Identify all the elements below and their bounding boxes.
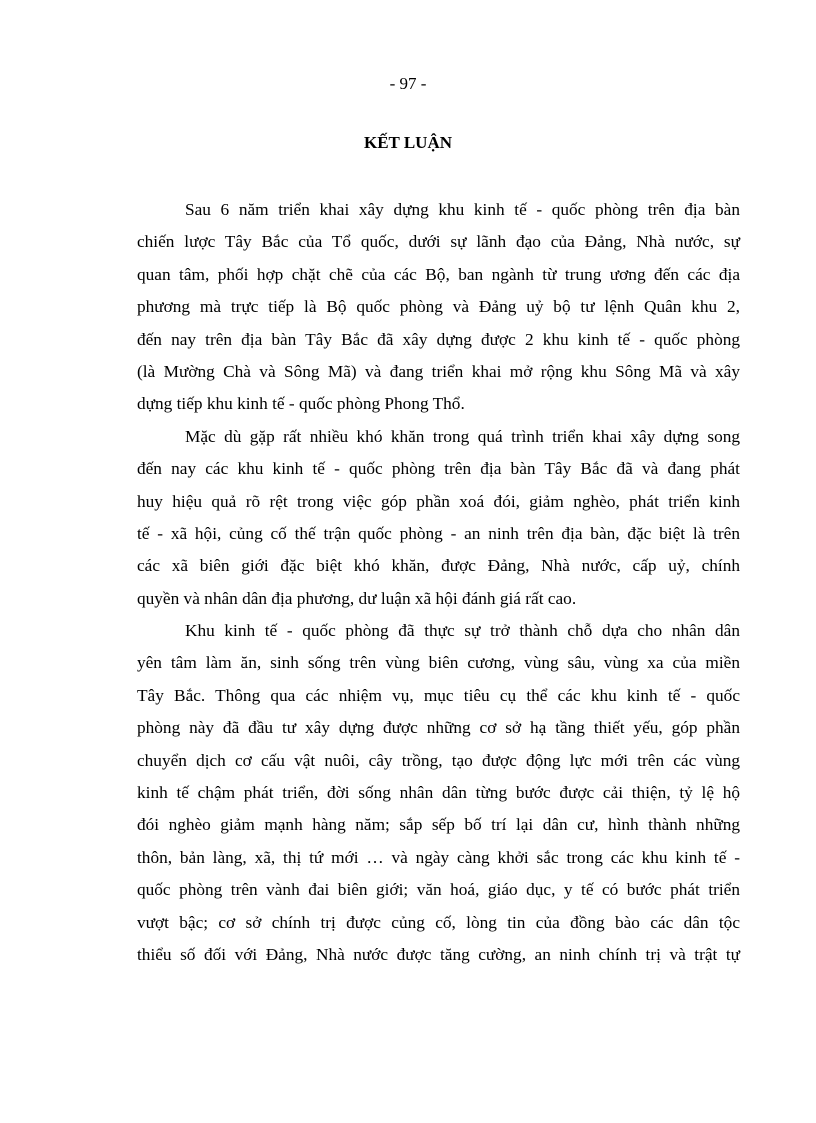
document-body bbox=[137, 194, 740, 971]
paragraph-2 bbox=[137, 421, 740, 615]
page-number: - 97 - bbox=[389, 74, 427, 93]
text-line: yên tâm làm ăn, sinh sống trên vùng biên cương, vùng sâu, vùng xa của miền bbox=[137, 653, 740, 673]
text-line: các xã biên giới đặc biệt khó khăn, được Đảng, Nhà nước, cấp uỷ, chính bbox=[137, 556, 740, 576]
paragraph-1 bbox=[137, 194, 740, 421]
text-line: tế - xã hội, củng cố thế trận quốc phòng - an ninh trên địa bàn, đặc biệt là trên bbox=[137, 523, 740, 543]
text-line: (là Mường Chà và Sông Mã) và đang triển khai mở rộng khu Sông Mã và xây bbox=[137, 361, 740, 381]
text-line: đến nay các khu kinh tế - quốc phòng trên địa bàn Tây Bắc đã và đang phát bbox=[137, 459, 740, 479]
text-line: phòng này đã đầu tư xây dựng được những cơ sở hạ tầng thiết yếu, góp phần bbox=[137, 718, 740, 738]
text-line: quan tâm, phối hợp chặt chẽ của các Bộ, ban ngành từ trung ương đến các địa bbox=[137, 264, 740, 284]
text-line: quyền và nhân dân địa phương, dư luận xã hội đánh giá rất cao. bbox=[137, 588, 577, 608]
text-line: kinh tế chậm phát triển, đời sống nhân dân từng bước được cải thiện, tỷ lệ hộ bbox=[137, 783, 740, 803]
text-line: quốc phòng trên vành đai biên giới; văn hoá, giáo dục, y tế có bước phát triển bbox=[137, 880, 740, 900]
text-line: thôn, bản làng, xã, thị tứ mới … và ngày càng khởi sắc trong các khu kinh tế - bbox=[137, 847, 740, 867]
text-line: chiến lược Tây Bắc của Tổ quốc, dưới sự lãnh đạo của Đảng, Nhà nước, sự bbox=[137, 232, 740, 252]
text-line: đến nay trên địa bàn Tây Bắc đã xây dựng được 2 khu kinh tế - quốc phòng bbox=[137, 329, 740, 349]
text-line: Khu kinh tế - quốc phòng đã thực sự trở thành chỗ dựa cho nhân dân bbox=[185, 621, 740, 641]
text-line: huy hiệu quả rõ rệt trong việc góp phần xoá đói, giảm nghèo, phát triển kinh bbox=[137, 491, 740, 511]
text-line: thiểu số đối với Đảng, Nhà nước được tăng cường, an ninh chính trị và trật tự bbox=[137, 944, 740, 964]
paragraph-3 bbox=[137, 615, 740, 971]
text-line: Sau 6 năm triển khai xây dựng khu kinh tế - quốc phòng trên địa bàn bbox=[185, 200, 740, 219]
text-line: Mặc dù gặp rất nhiều khó khăn trong quá trình triển khai xây dựng song bbox=[185, 426, 740, 446]
text-line: phương mà trực tiếp là Bộ quốc phòng và Đảng uỷ bộ tư lệnh Quân khu 2, bbox=[137, 297, 740, 317]
text-line: đói nghèo giảm mạnh hàng năm; sắp sếp bố trí lại dân cư, hình thành những bbox=[137, 815, 740, 835]
text-line: vượt bậc; cơ sở chính trị được củng cố, lòng tin của đồng bào các dân tộc bbox=[137, 912, 740, 932]
page-title: KẾT LUẬN bbox=[363, 133, 452, 152]
text-line: dựng tiếp khu kinh tế - quốc phòng Phong Thổ. bbox=[137, 394, 465, 414]
text-line: Tây Bắc. Thông qua các nhiệm vụ, mục tiêu cụ thể các khu kinh tế - quốc bbox=[137, 685, 740, 705]
text-line: chuyển dịch cơ cấu vật nuôi, cây trồng, tạo được động lực mới trên các vùng bbox=[137, 750, 740, 770]
